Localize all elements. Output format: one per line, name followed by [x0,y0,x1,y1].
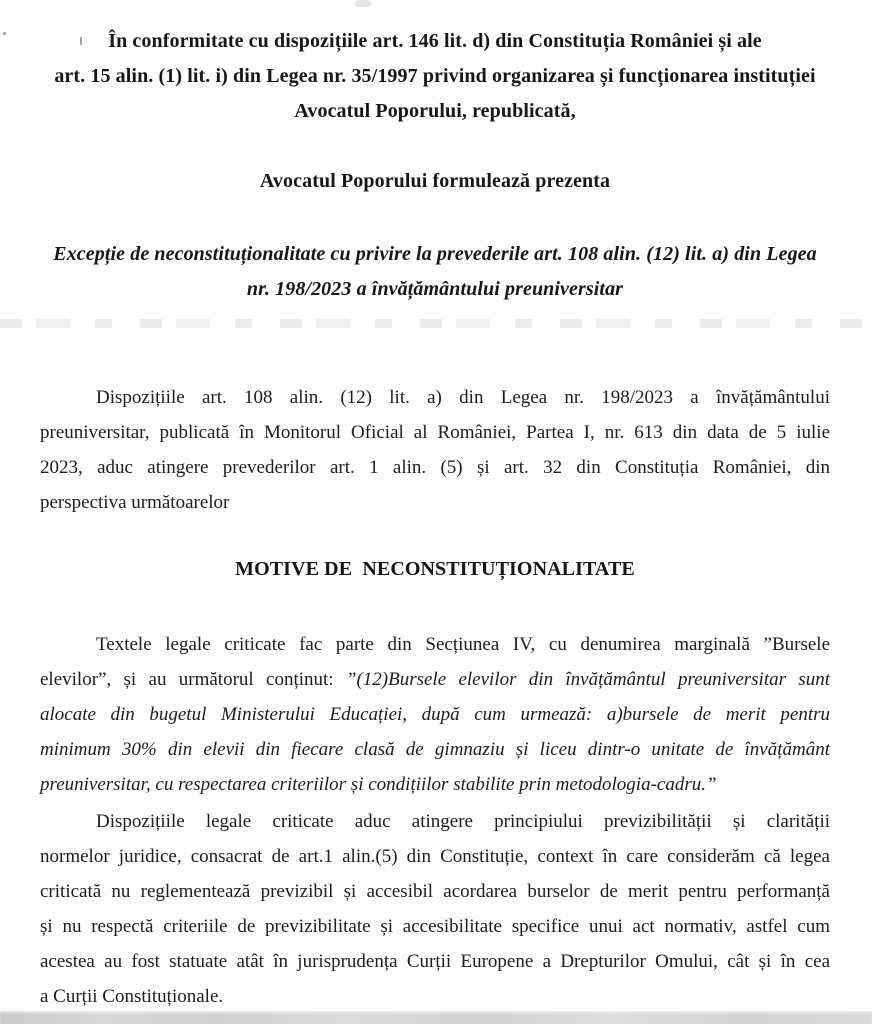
paragraph-3 [40,804,830,1014]
paragraph-line: Dispozițiile legale criticate aduc atingere principiului previzibilității și clarității [96,811,830,832]
formula-line: Avocatul Poporului formulează prezenta [259,170,611,192]
intro-line-3: Avocatul Poporului, republicată, [294,100,576,122]
scanner-edge-band [0,1011,872,1024]
intro-line-1: În conformitate cu dispozițiile art. 146 lit. d) din Constituția României și ale [108,30,762,52]
intro-line-2: art. 15 alin. (1) lit. i) din Legea nr. 35/1997 privind organizarea și funcționarea instituției [54,65,816,87]
quoted-law-text: alocate din bugetul Ministerului Educației, după cum urmează: a)bursele de merit pentru [40,704,830,725]
paragraph-line: Dispozițiile art. 108 alin. (12) lit. a) din Legea nr. 198/2023 a învățământului [96,387,830,408]
paragraph-1 [40,380,830,520]
paragraph-line: a Curții Constituționale. [40,986,224,1007]
paragraph-line: și nu respectă criteriile de previzibilitate și accesibilitate specifice unui act normativ, astfel cum [40,916,830,937]
paragraph-text-normal: elevilor”, și au următorul conținut: [40,669,334,690]
paragraph-line: normelor juridice, consacrat de art.1 alin.(5) din Constituție, context în care considerăm că legea [40,846,830,867]
scan-artifact-band [0,319,872,328]
document-content [40,24,830,1014]
exception-title-line-2: nr. 198/2023 a învățământului preuniversitar [246,278,624,300]
paragraph-line: preuniversitar, publicată în Monitorul Oficial al României, Partea I, nr. 613 din data de 5 iulie [40,422,830,443]
paragraph-line: Textele legale criticate fac parte din Secțiunea IV, cu denumirea marginală ”Bursele [96,634,830,655]
section-heading: MOTIVE DE NECONSTITUȚIONALITATE [235,558,635,580]
quoted-law-text: preuniversitar, cu respectarea criteriilor și condițiilor stabilite prin metodologia-cadru.” [40,774,717,795]
exception-title-line-1: Excepție de neconstituționalitate cu privire la prevederile art. 108 alin. (12) lit. a) din Legea [53,243,817,265]
scan-speck [3,32,6,35]
paragraph-line: criticată nu reglementează previzibil și accesibil acordarea burselor de merit pentru performanță [40,881,830,902]
paragraph-line [40,662,830,697]
paragraph-2 [40,627,830,802]
quoted-law-text: ”(12)Bursele elevilor din învățământul preuniversitar sunt [333,669,830,690]
paragraph-line: 2023, aduc atingere prevederilor art. 1 alin. (5) și art. 32 din Constituția României, din [40,457,830,478]
paragraph-line: perspectiva următoarelor [40,492,230,513]
paragraph-line: acestea au fost statuate atât în jurisprudența Curții Europene a Drepturilor Omului, cât și în cea [40,951,830,972]
quoted-law-text: minimum 30% din elevii din fiecare clasă de gimnaziu și liceu dintr-o unitate de învățământ [40,739,830,760]
scan-smudge [355,0,371,7]
